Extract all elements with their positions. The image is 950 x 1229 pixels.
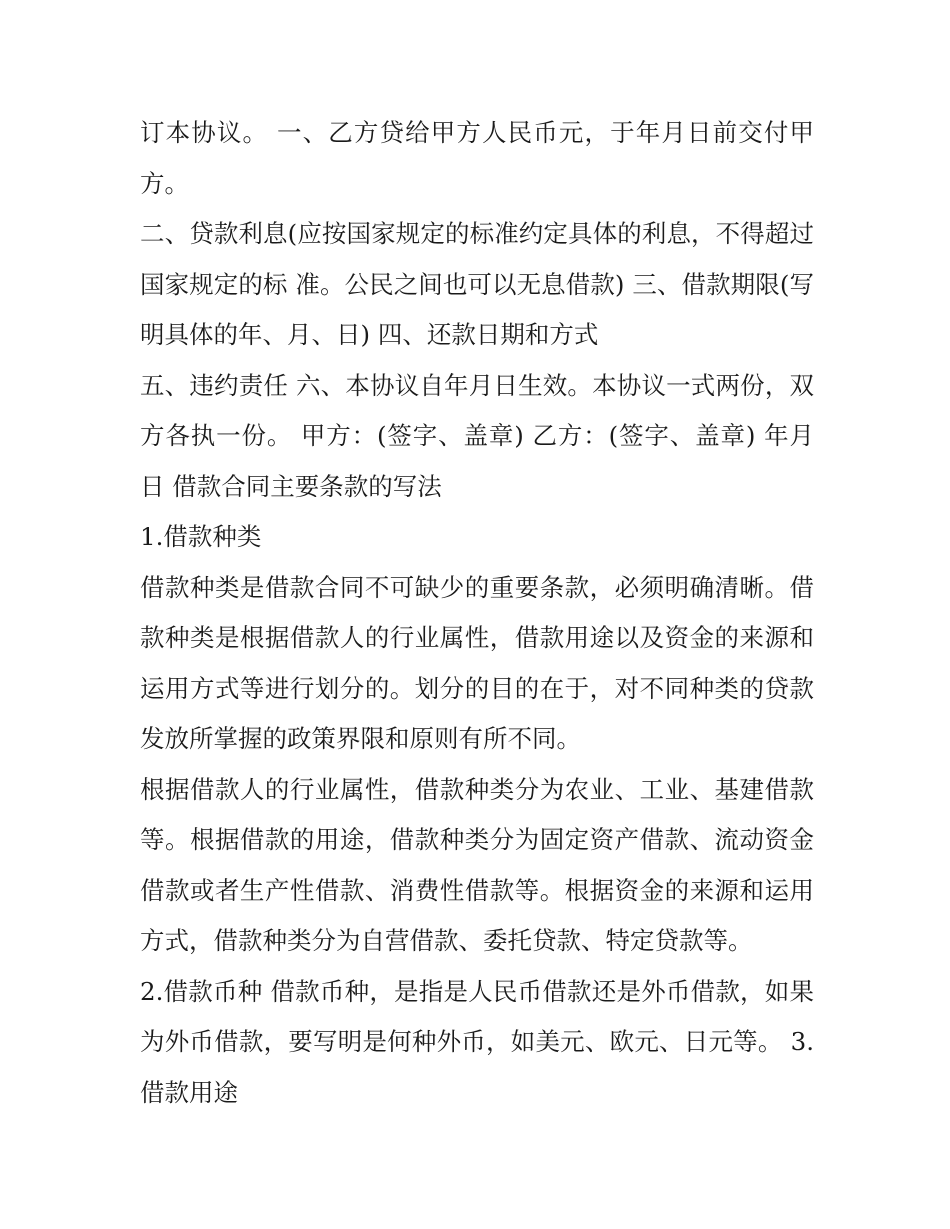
paragraph-liability-signature: 五、违约责任 六、本协议自年月日生效。本协议一式两份，双方各执一份。 甲方：(签字、盖章) 乙方：(签字、盖章) 年月日 借款合同主要条款的写法 — [140, 370, 814, 501]
paragraph-loan-currency: 2.借款币种 借款币种，是指是人民币借款还是外币借款，如果为外币借款，要写明是何种外币，如美元、欧元、日元等。 3.借款用途 — [140, 976, 814, 1107]
paragraph-agreement-intro: 订本协议。 一、乙方贷给甲方人民币元，于年月日前交付甲方。 — [140, 118, 814, 198]
paragraph-loan-type-definition: 借款种类是借款合同不可缺少的重要条款，必须明确清晰。借款种类是根据借款人的行业属性，借款用途以及资金的来源和运用方式等进行划分的。划分的目的在于，对不同种类的贷款发放所掌握的政策界限和原则有所不同。 — [140, 572, 814, 753]
document-body — [140, 108, 814, 1118]
paragraph-loan-type-categories: 根据借款人的行业属性，借款种类分为农业、工业、基建借款等。根据借款的用途，借款种类分为固定资产借款、流动资金借款或者生产性借款、消费性借款等。根据资金的来源和运用方式，借款种类分为自营借款、委托贷款、特定贷款等。 — [140, 774, 814, 955]
heading-loan-type: 1.借款种类 — [140, 522, 262, 551]
paragraph-interest-term: 二、贷款利息(应按国家规定的标准约定具体的利息，不得超过国家规定的标 准。公民之间也可以无息借款) 三、借款期限(写明具体的年、月、日) 四、还款日期和方式 — [140, 219, 814, 349]
